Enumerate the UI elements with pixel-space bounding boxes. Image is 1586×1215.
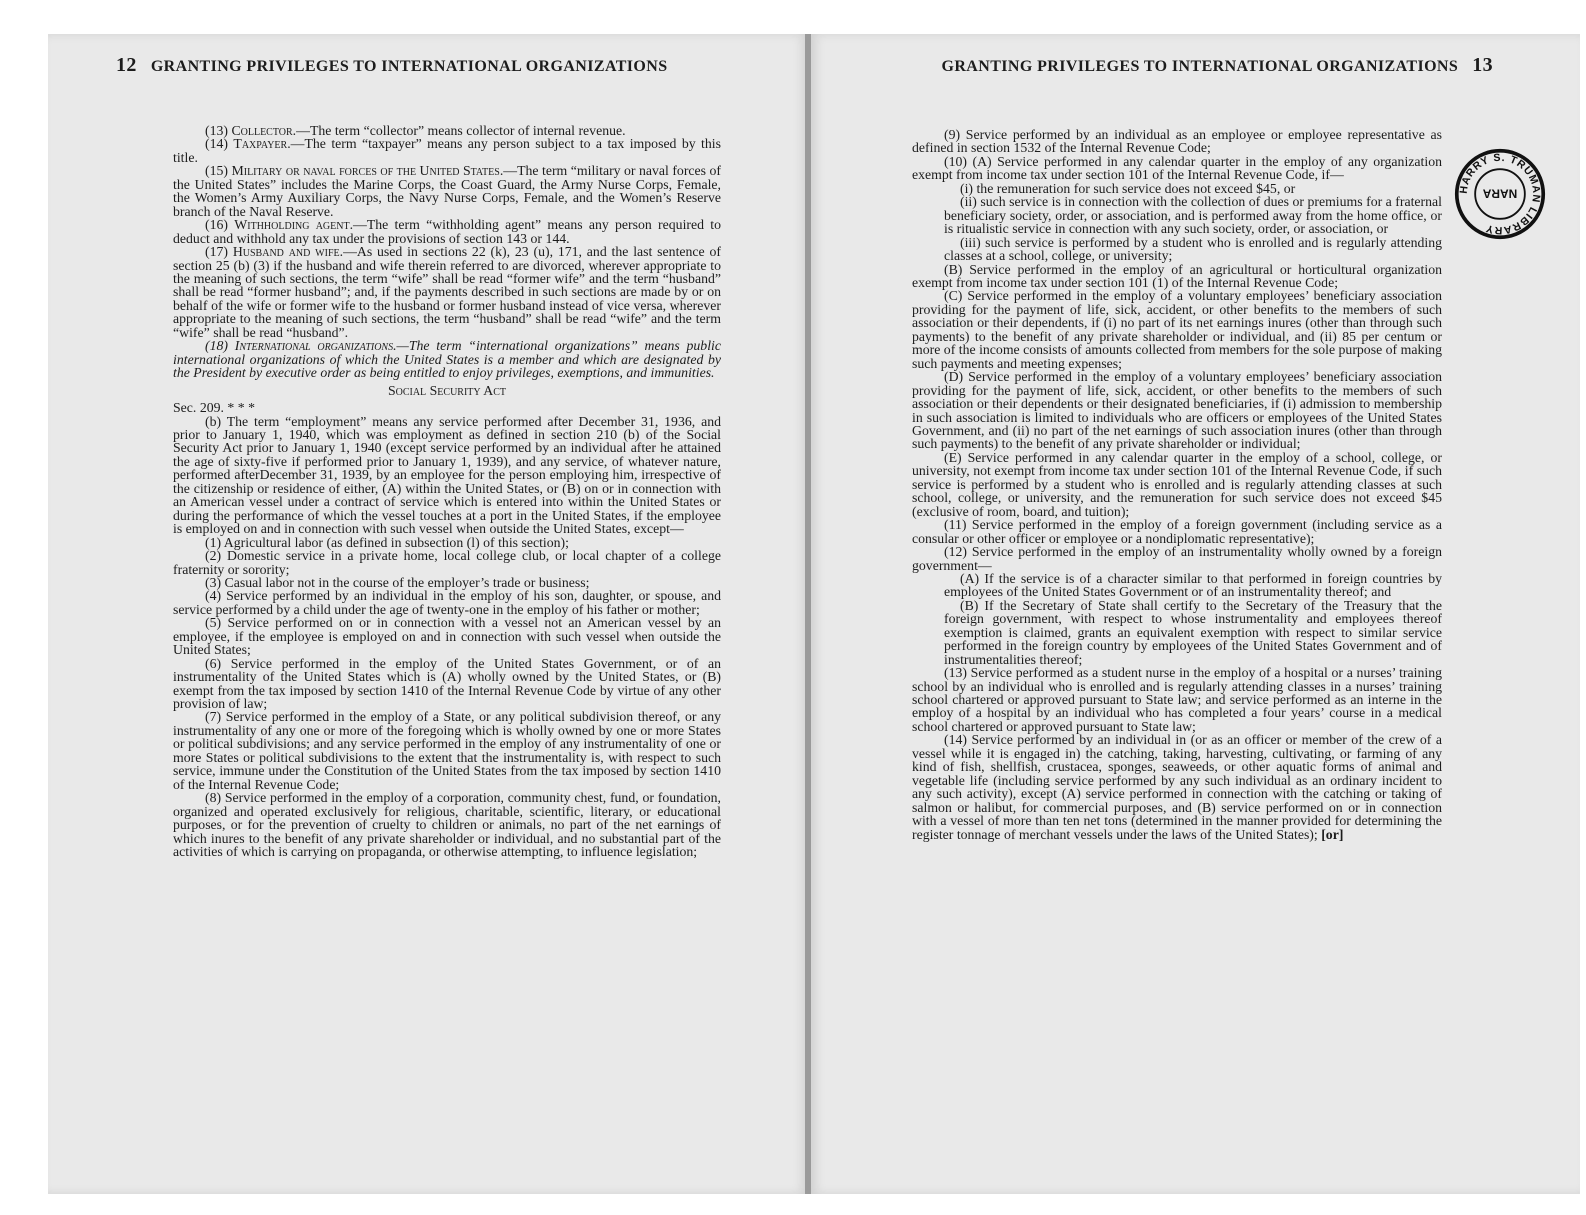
book-spine xyxy=(805,34,811,1194)
exception-item-10e: (E) Service performed in any calendar quarter in the employ of a school, college, or university, not exempt from income tax under section 101 of the Internal Revenue Code, if such service is performed by a student who is enrolled and is regularly attending classes at such school, college, or university, and the remuneration for such service does not exceed $45 (exclusive of room, board, and tuition); xyxy=(912,449,1442,519)
exception-item-14: (14) Service performed by an individual in (or as an officer or member of the crew of a vessel while it is engaged in) the catching, taking, harvesting, cultivating, or farming of any kind of fish, shellfish, crustacea, sponges, seaweeds, or other aquatic forms of animal and vegetable life (including service performed by any such individual as an ordinary incident to any such activity), except (A) service performed in connection with the catching or taking of salmon or halibut, for commercial purposes, and (B) service performed on or in connection with a vessel of more than ten net tons (determined in the manner provided for determining the register tonnage of merchant vessels under the laws of the United States); [or] xyxy=(912,732,1442,842)
right-page-text xyxy=(912,128,1442,841)
exception-item-10a-iii: (iii) such service is performed by a student who is enrolled and is regularly attending classes at a school, college, or university; xyxy=(944,234,1442,264)
stamp-ring-text: HARRY S. TRUMAN LIBRARY xyxy=(1457,151,1543,237)
left-running-head-title: GRANTING PRIVILEGES TO INTERNATIONAL ORGANIZATIONS xyxy=(150,58,668,75)
exception-item: (7) Service performed in the employ of a State, or any political subdivision thereof, or any instrumentality of any one or more of the foregoing which is wholly owned by one or more States or political subdivisions; and any service performed in the employ of any instrumentality of one or more States or political subdivisions to the extent that the instrumentality is, with respect to such service, immune under the Constitution of the United States from the tax imposed by section 1410 of the Internal Revenue Code; xyxy=(173,709,721,792)
exception-item: (3) Casual labor not in the course of the employer’s trade or business; xyxy=(205,574,590,590)
exception-item-12a: (A) If the service is of a character similar to that performed in foreign countries by employees of the United States Government or of an instrumentality thereof; and xyxy=(944,570,1442,600)
definition-15: (15) Military or naval forces of the United States.—The term “military or naval forces of the United States” includes the Marine Corps, the Coast Guard, the Army Nurse Corps, Female, the Women’s Army Auxiliary Corps, the Navy Nurse Corps, Female, and the Women’s Reserve branch of the Naval Reserve. xyxy=(173,163,722,219)
struck-bracket-or: [or] xyxy=(1321,826,1344,842)
exception-item-10a: (10) (A) Service performed in any calendar quarter in the employ of any organization exempt from income tax under section 101 of the Internal Revenue Code, if— xyxy=(912,153,1442,183)
exception-item-10c: (C) Service performed in the employ of a voluntary employees’ beneficiary association providing for the payment of life, sick, accident, or other benefits to the members of such association or their dependents, if (i) no part of its net earnings inures (other than through such payments) to the benefit of any private shareholder or individual, and (ii) 85 per centum or more of the income consists of amounts collected from members for the sole purpose of making such payments and meeting expenses; xyxy=(912,288,1442,371)
employment-definition: (b) The term “employment” means any service performed after December 31, 1936, and prior to January 1, 1940, which was employment as defined in section 210 (b) of the Social Security Act prior to January 1, 1940 (except service performed by an individual after he attained the age of sixty-five if performed prior to January 1, 1939), and any service, of whatever nature, performed afterDecember 31, 1939, by an employee for the person employing him, irrespective of the citizenship or residence of either, (A) within the United States, or (B) on or in connection with an American vessel under a contract of service which is entered into within the United States or during the performance of which the vessel touches at a port in the United States, if the employee is employed on and in connection with such vessel when outside the United States, except— xyxy=(173,413,721,537)
definition-17: (17) Husband and wife.—As used in sections 22 (k), 23 (u), 171, and the last sentence of section 25 (b) (3) if the husband and wife therein referred to are divorced, wherever appropriate to the meaning of such sections, the term “wife” shall be read “former wife” and the term “husband” shall be read “former husband”; and, if the payments described in such sections are made by or on behalf of the wife or former wife to the husband or former husband instead of vice versa, wherever appropriate to the meaning of such sections, the term “husband” shall be read “wife” and the term “wife” shall be read “husband”. xyxy=(173,244,721,340)
definition-14: (14) Taxpayer.—The term “taxpayer” means any person subject to a tax imposed by this title. xyxy=(173,136,721,165)
right-running-head-title: GRANTING PRIVILEGES TO INTERNATIONAL ORGANIZATIONS xyxy=(941,58,1459,75)
exception-item: (2) Domestic service in a private home, local college club, or local chapter of a college fraternity or sorority; xyxy=(173,548,721,577)
exception-item: (4) Service performed by an individual in the employ of his son, daughter, or spouse, and service performed by a child under the age of twenty-one in the employ of his father or mother; xyxy=(173,588,721,617)
exception-item-12: (12) Service performed in the employ of an instrumentality wholly owned by a foreign government— xyxy=(912,544,1442,573)
exception-item-10a-i: (i) the remuneration for such service does not exceed $45, or xyxy=(960,180,1296,196)
right-running-head xyxy=(872,54,1493,77)
left-running-head xyxy=(116,54,741,77)
definition-16: (16) Withholding agent.—The term “withholding agent” means any person required to deduct and withhold any tax under the provisions of section 143 or 144. xyxy=(173,217,721,246)
stamp-center-text: NARA xyxy=(1482,186,1518,201)
exception-item-10a-ii: (ii) such service is in connection with the collection of dues or premiums for a fraternal beneficiary society, order, or association, and is performed away from the home office, or is ritualistic service in connection with any such society, order, or association, or xyxy=(944,194,1442,237)
library-seal-stamp-icon xyxy=(1454,148,1546,240)
exception-item: (1) Agricultural labor (as defined in subsection (l) of this section); xyxy=(205,534,569,550)
exception-item-12b: (B) If the Secretary of State shall certify to the Secretary of the Treasury that the foreign government, with respect to whose instrumentality and employees thereof exemption is claimed, grants an equivalent exemption with respect to similar service performed in the foreign country by employees of the United States Government and of instrumentalities thereof; xyxy=(944,597,1442,667)
left-page-number: 12 xyxy=(116,54,137,76)
definition-13: (13) Collector.—The term “collector” means collector of internal revenue. xyxy=(205,123,626,138)
exception-item-11: (11) Service performed in the employ of a foreign government (including service as a consular or other officer or employee or a nondiplomatic representative); xyxy=(912,517,1442,546)
act-heading: Social Security Act xyxy=(387,382,507,398)
definition-18: (18) International organizations.—The term “international organizations” means public international organizations of which the United States is a member and which are designated by the President by executive order as being entitled to enjoy privileges, exemptions, and immunities. xyxy=(173,338,721,381)
exception-item-9: (9) Service performed by an individual as an employee or employee representative as defined in section 1532 of the Internal Revenue Code; xyxy=(912,127,1442,156)
exception-item: (8) Service performed in the employ of a corporation, community chest, fund, or foundation, organized and operated exclusively for religious, charitable, scientific, literary, or educational purposes, or for the prevention of cruelty to children or animals, no part of the net earnings of which inures to the benefit of any private shareholder or individual, and no substantial part of the activities of which is carrying on propaganda, or otherwise attempting, to influence legislation; xyxy=(173,790,721,860)
exception-item: (5) Service performed on or in connection with a vessel not an American vessel by an employee, if the employee is employed on and in connection with such vessel when outside the United States; xyxy=(173,615,721,658)
exception-item-10b: (B) Service performed in the employ of an agricultural or horticultural organization exempt from income tax under section 101 (1) of the Internal Revenue Code; xyxy=(912,261,1442,290)
exception-item-13: (13) Service performed as a student nurse in the employ of a hospital or a nurses’ training school by an individual who is enrolled and is regularly attending classes in a nurses’ training school chartered or approved pursuant to State law; and service performed as an interne in the employ of a hospital by an individual who has completed a four years’ course in a medical school chartered or approved pursuant to State law; xyxy=(912,665,1442,734)
left-page-text xyxy=(173,124,721,858)
right-page-number: 13 xyxy=(1472,54,1493,76)
exception-item-10d: (D) Service performed in the employ of a voluntary employees’ beneficiary association providing for the payment of life, sick, accident, or other benefits to the members of such association or their dependents or their designated beneficiaries, if (i) admission to membership in such association is limited to individuals who are officers or employees of the United States Government, and (ii) no part of the net earnings of such association inures (other than through such payments) to the benefit of any private shareholder or individual; xyxy=(912,369,1442,452)
exception-item: (6) Service performed in the employ of the United States Government, or of an instrumentality of the United States which is (A) wholly owned by the United States, or (B) exempt from the tax imposed by section 1410 of the Internal Revenue Code by virtue of any other provision of law; xyxy=(173,655,721,712)
section-line: Sec. 209. * * * xyxy=(173,400,256,416)
